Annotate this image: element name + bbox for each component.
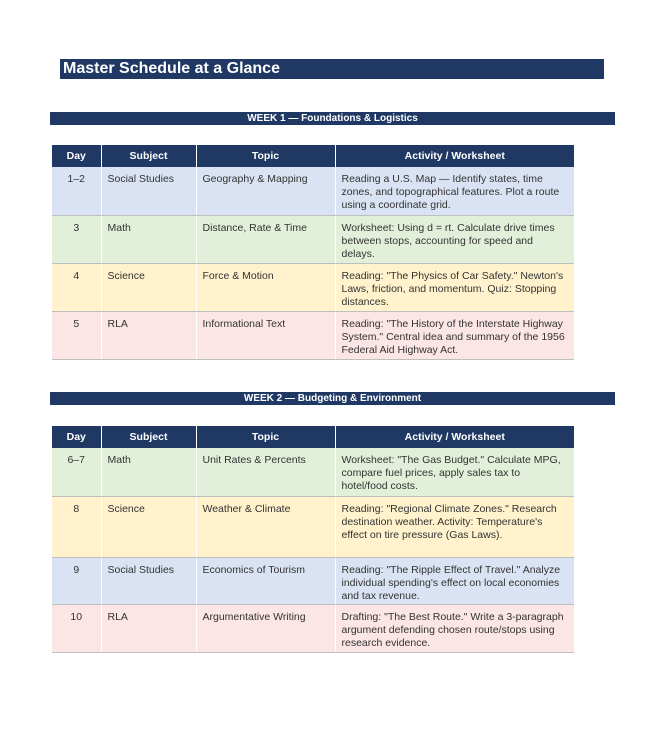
table-row [52, 215, 574, 263]
topic-cell: Weather & Climate [196, 496, 335, 557]
week-1-table [52, 145, 574, 360]
subject-cell: Science [101, 263, 196, 311]
table-header-row [52, 145, 574, 167]
week-2-table [52, 426, 574, 653]
page-title: Master Schedule at a Glance [60, 59, 604, 79]
table-row [52, 167, 574, 215]
subject-cell: RLA [101, 604, 196, 652]
header-subject: Subject [101, 145, 196, 167]
day-cell: 4 [52, 263, 101, 311]
day-cell: 6–7 [52, 448, 101, 496]
activity-cell: Reading: "The Ripple Effect of Travel." Analyze individual spending's effect on local economies and tax revenue. [335, 557, 574, 604]
day-cell: 3 [52, 215, 101, 263]
activity-cell: Reading: "The History of the Interstate Highway System." Central idea and summary of the 1956 Federal Aid Highway Act. [335, 311, 574, 359]
table-row [52, 557, 574, 604]
header-day: Day [52, 426, 101, 448]
activity-cell: Reading: "Regional Climate Zones." Research destination weather. Activity: Temperature's effect on tire pressure (Gas Laws). [335, 496, 574, 557]
day-cell: 8 [52, 496, 101, 557]
activity-cell: Reading a U.S. Map — Identify states, time zones, and topographical features. Plot a route using a coordinate grid. [335, 167, 574, 215]
header-activity: Activity / Worksheet [335, 145, 574, 167]
table-row [52, 448, 574, 496]
subject-cell: RLA [101, 311, 196, 359]
header-subject: Subject [101, 426, 196, 448]
table-row [52, 263, 574, 311]
header-day: Day [52, 145, 101, 167]
topic-cell: Economics of Tourism [196, 557, 335, 604]
topic-cell: Geography & Mapping [196, 167, 335, 215]
day-cell: 10 [52, 604, 101, 652]
topic-cell: Unit Rates & Percents [196, 448, 335, 496]
topic-cell: Informational Text [196, 311, 335, 359]
week-2-banner: WEEK 2 — Budgeting & Environment [50, 392, 615, 405]
subject-cell: Math [101, 448, 196, 496]
table-row [52, 604, 574, 652]
topic-cell: Argumentative Writing [196, 604, 335, 652]
subject-cell: Science [101, 496, 196, 557]
header-topic: Topic [196, 145, 335, 167]
activity-cell: Drafting: "The Best Route." Write a 3-paragraph argument defending chosen route/stops using research evidence. [335, 604, 574, 652]
subject-cell: Social Studies [101, 167, 196, 215]
header-activity: Activity / Worksheet [335, 426, 574, 448]
header-topic: Topic [196, 426, 335, 448]
week-1-banner: WEEK 1 — Foundations & Logistics [50, 112, 615, 125]
subject-cell: Math [101, 215, 196, 263]
table-row [52, 496, 574, 557]
subject-cell: Social Studies [101, 557, 196, 604]
day-cell: 9 [52, 557, 101, 604]
table-row [52, 311, 574, 359]
table-header-row [52, 426, 574, 448]
activity-cell: Worksheet: Using d = rt. Calculate drive times between stops, accounting for speed and delays. [335, 215, 574, 263]
day-cell: 5 [52, 311, 101, 359]
activity-cell: Reading: "The Physics of Car Safety." Newton's Laws, friction, and momentum. Quiz: Stopping distances. [335, 263, 574, 311]
day-cell: 1–2 [52, 167, 101, 215]
topic-cell: Force & Motion [196, 263, 335, 311]
activity-cell: Worksheet: "The Gas Budget." Calculate MPG, compare fuel prices, apply sales tax to hotel/food costs. [335, 448, 574, 496]
topic-cell: Distance, Rate & Time [196, 215, 335, 263]
